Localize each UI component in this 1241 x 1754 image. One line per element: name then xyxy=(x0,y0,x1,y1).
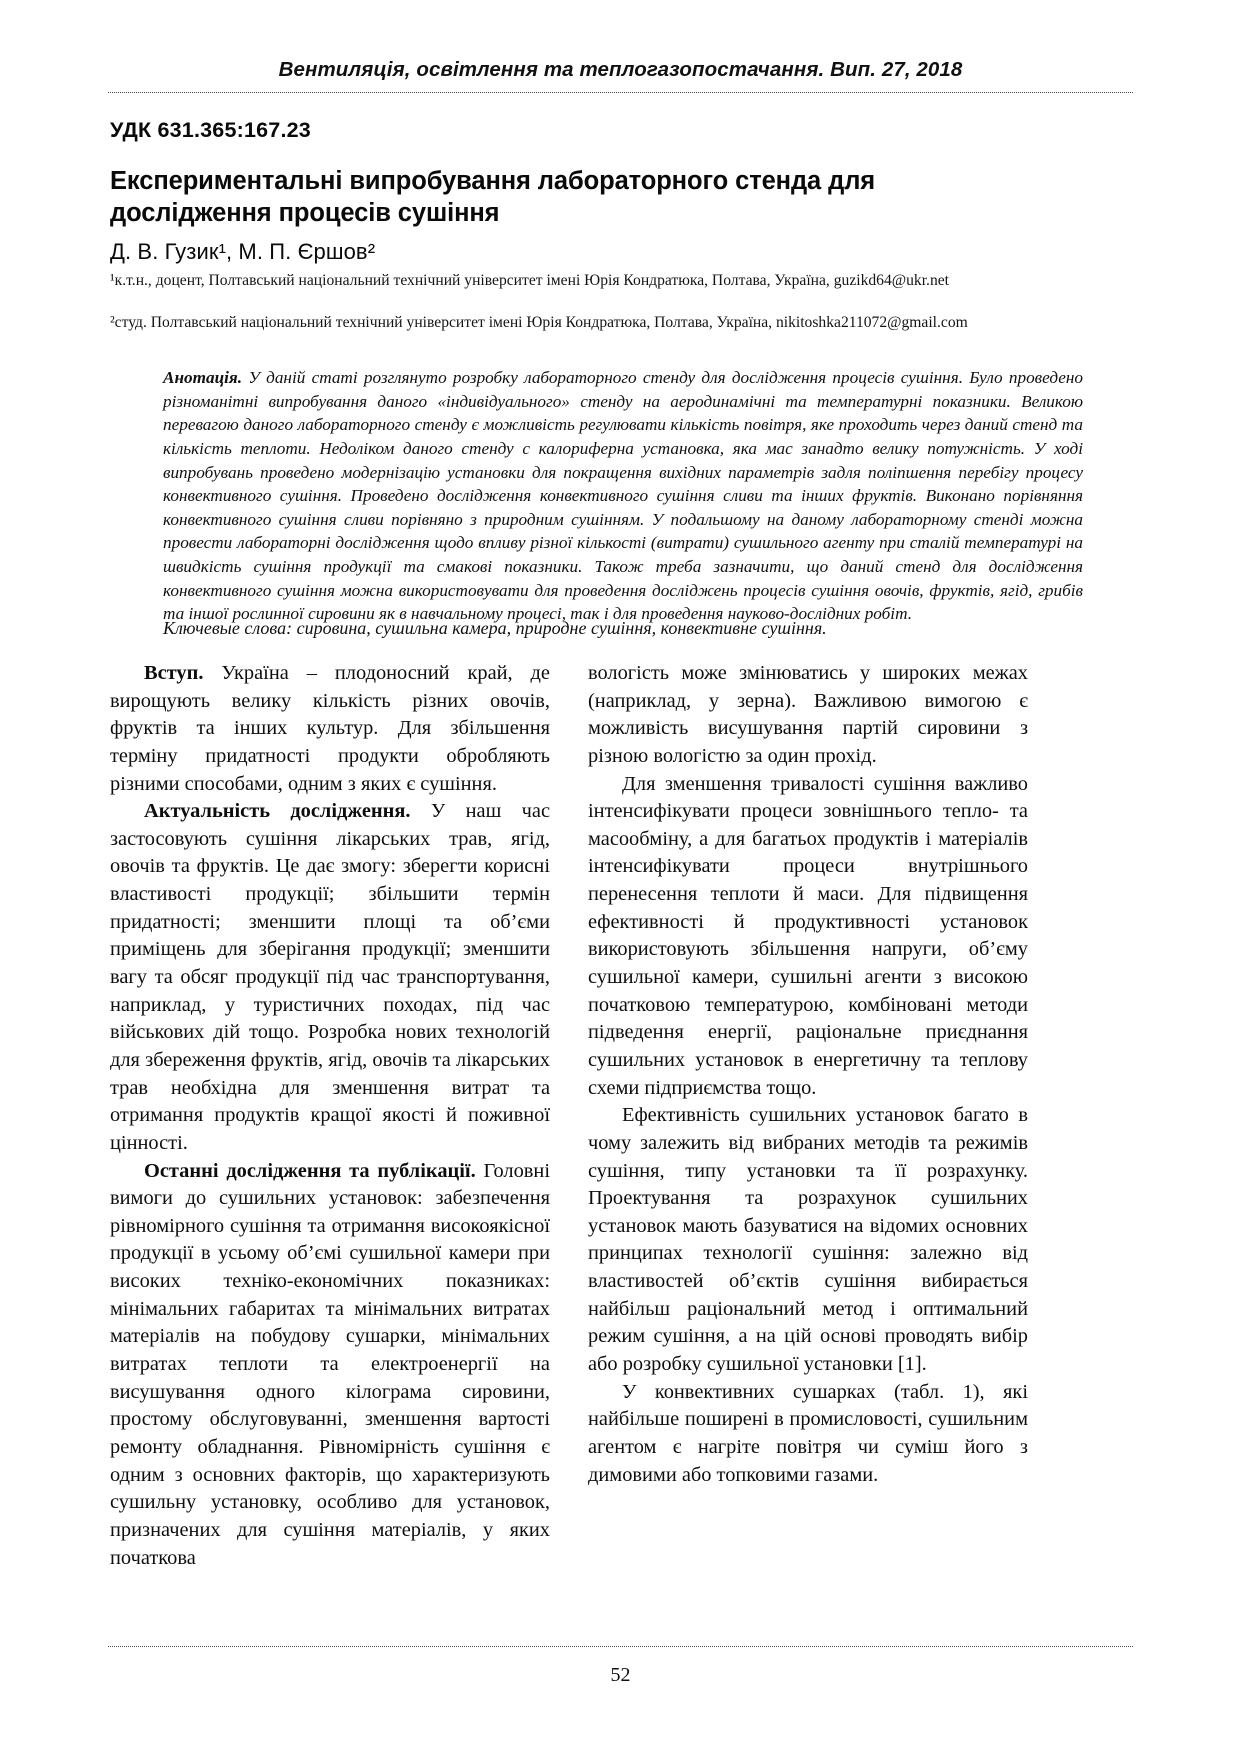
paragraph-text: У конвективних сушарках (табл. 1), які найбільше поширені в промисловості, сушильним агентом є нагріте повітря чи суміш його з димовими або топковими газами. xyxy=(588,1380,1028,1486)
paragraph xyxy=(110,1158,550,1573)
paragraph-heading: Вступ. xyxy=(144,662,204,684)
paragraph xyxy=(110,660,550,798)
paragraph xyxy=(588,1379,1028,1490)
abstract-text: У даній статі розглянуто розробку лабораторного стенду для дослідження процесів сушіння. Було проведено різноманітні випробування даного «індивідуального» стенду на аеродинамічні та температурні показники. Великою перевагою даного лабораторного стенду є можливість регулювати кількість повітря, яке проходить через даний стенд та кількість теплоти. Недоліком даного стенду с калориферна установка, яка мас занадто велику потужність. У ході випробувань проведено модернізацію установки для покращення вихідних параметрів задля поліпшення перебігу процесу конвективного сушіння. Проведено дослідження конвективного сушіння сливи та інших фруктів. Виконано порівняння конвективного сушіння сливи порівняно з природним сушінням. У подальшому на даному лабораторному стенді можна провести лабораторні дослідження щодо впливу різної кількості (витрати) сушильного агенту при сталій температурі на швидкість сушіння продукції та смакові показники. Також треба зазначити, що даний стенд для дослідження конвективного сушіння можна використовувати для проведення досліджень процесів сушіння овочів, фруктів, ягід, грибів та іншої рослинної сировини як в навчальному процесі, так і для проведення науково-дослідних робіт. xyxy=(163,368,1083,624)
body-column-right xyxy=(588,660,1028,1489)
paragraph xyxy=(588,1102,1028,1378)
keywords-label: Ключевые слова: xyxy=(163,618,293,638)
affiliation-1: ¹к.т.н., доцент, Полтавський національний технічний університет імені Юрія Кондратюка, Полтава, Україна, guzikd64@ukr.net xyxy=(110,272,949,289)
header-rule xyxy=(108,92,1133,93)
keywords-block xyxy=(163,618,1083,639)
page-number: 52 xyxy=(610,1664,631,1686)
paragraph xyxy=(588,660,1028,771)
author-list: Д. В. Гузик¹, М. П. Єршов² xyxy=(110,239,376,264)
paragraph-text: вологість може змінюватись у широких межах (наприклад, у зерна). Важливою вимогою є можливість висушування партій сировини з різною вологістю за один прохід. xyxy=(588,662,1028,767)
paragraph-text: Для зменшення тривалості сушіння важливо інтенсифікувати процеси зовнішнього тепло- та масообміну, а для багатьох продуктів і матеріалів інтенсифікувати процеси внутрішнього перенесення теплоти й маси. Для підвищення ефективності й продуктивності установок використовують збільшення напруги, об’єму сушильної камери, сушильні агенти з високою початковою температурою, комбіновані методи підведення енергії, раціональне приєднання сушильних установок в енергетичну та теплову схеми підприємства тощо. xyxy=(588,772,1028,1099)
running-head: Вентиляція, освітлення та теплогазопостачання. Вип. 27, 2018 xyxy=(278,58,963,81)
udc-code: УДК 631.365:167.23 xyxy=(110,118,311,142)
keywords-text: сировина, сушильна камера, природне сушіння, конвективне сушіння. xyxy=(292,618,827,638)
paragraph-text: У наш час застосовують сушіння лікарських трав, ягід, овочів та фруктів. Це дає змогу: зберегти корисні властивості продукції; збільшити термін придатності; зменшити площі та об’єми приміщень для зберігання продукції; зменшити вагу та обсяг продукції під час транспортування, наприклад, у туристичних походах, під час військових дій тощо. Розробка нових технологій для збереження фруктів, ягід, овочів та лікарських трав необхідна для зменшення витрат та отримання продуктів кращої якості й поживної цінності. xyxy=(110,800,551,1154)
paragraph-text: Ефективність сушильних установок багато в чому залежить від вибраних методів та режимів сушіння, типу установки та її розрахунку. Проектування та розрахунок сушильних установок мають базуватися на відомих основних принципах технології сушіння: залежно від властивостей об’єктів сушіння вибирається найбільш раціональний метод і оптимальний режим сушіння, а на цій основі проводять вибір або розробку сушильної установки [1]. xyxy=(588,1104,1028,1376)
paragraph-heading: Останні дослідження та публікації. xyxy=(144,1159,476,1182)
abstract-label: Анотація. xyxy=(163,368,243,387)
paragraph xyxy=(110,798,550,1157)
paragraph-heading: Актуальність дослідження. xyxy=(144,800,411,823)
paragraph-text: Україна – плодоносний край, де вирощують велику кількість різних овочів, фруктів та інших культур. Для збільшення терміну придатності продукти обробляють різними способами, одним з яких є сушіння. xyxy=(110,662,550,795)
body-column-left xyxy=(110,660,550,1572)
page-title: Експериментальні випробування лабораторного стенда для дослідження процесів сушіння xyxy=(110,167,876,228)
abstract-block xyxy=(163,366,1083,626)
footer-rule xyxy=(108,1646,1133,1647)
affiliation-2: ²студ. Полтавський національний технічний університет імені Юрія Кондратюка, Полтава, Україна, nikitoshka211072@gmail.com xyxy=(110,314,968,331)
paragraph-text: Головні вимоги до сушильних установок: забезпечення рівномірного сушіння та отримання високоякісної продукції в усьому об’ємі сушильної камери при високих техніко-економічних показниках: мінімальних габаритах та мінімальних витратах матеріалів на побудову сушарки, мінімальних витратах теплоти та електроенергії на висушування одного кілограма сировини, простому обслуговуванні, зменшення вартості ремонту обладнання. Рівномірність сушіння є одним з основних факторів, що характеризують сушильну установку, особливо для установок, призначених для сушіння матеріалів, у яких початкова xyxy=(110,1159,550,1569)
paragraph xyxy=(588,771,1028,1103)
